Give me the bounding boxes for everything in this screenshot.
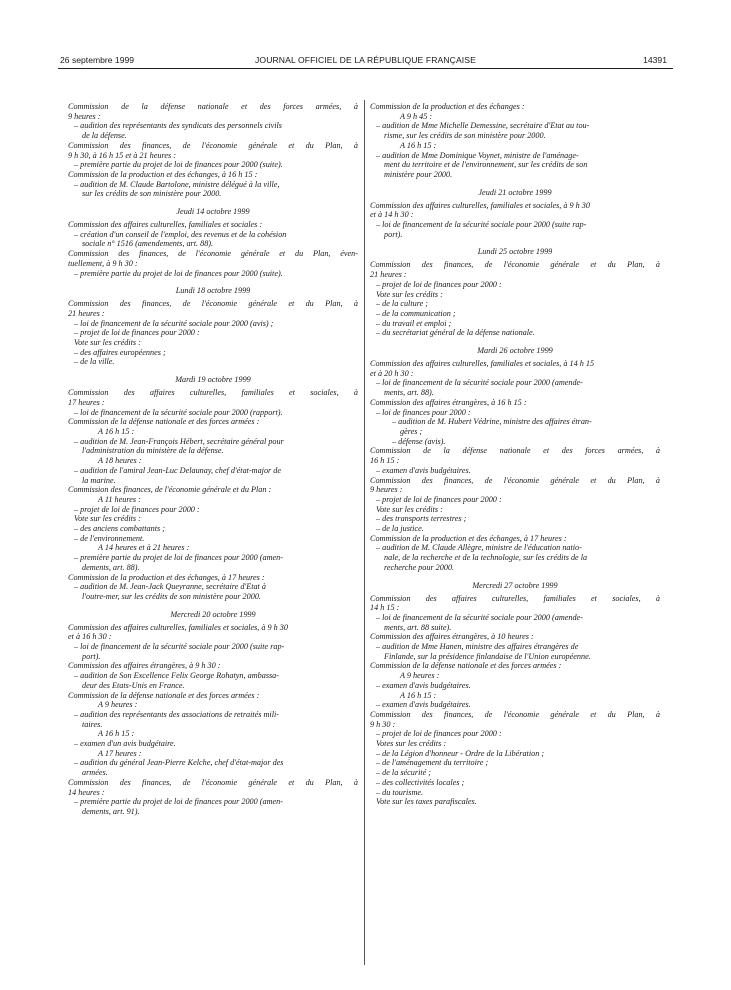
agenda-line: – du travail et emploi ;	[376, 318, 452, 328]
commission-line: 21 heures :	[370, 270, 407, 280]
commission-line: Commission des affaires culturelles, familiales et sociales :	[68, 220, 263, 230]
commission-line: et à 16 h 30 :	[68, 632, 112, 642]
commission-line: 9 heures :	[370, 485, 403, 495]
commission-line: Commission des affaires culturelles, familiales et sociales, à 9 h 30	[68, 622, 288, 632]
agenda-line: – loi de financement de la sécurité sociale pour 2000 (suite rap-	[376, 220, 587, 230]
agenda-line: – audition de Mme Michelle Demessine, secrétaire d'Etat au tou-	[376, 121, 590, 131]
agenda-line: – défense (avis).	[392, 436, 446, 446]
agenda-line: armées.	[82, 768, 108, 778]
agenda-line: ments, art. 88).	[384, 388, 434, 398]
time-line: A 16 h 15 :	[400, 690, 437, 700]
agenda-line: Vote sur les crédits :	[74, 338, 141, 348]
agenda-line: – de la justice.	[376, 524, 424, 534]
agenda-line: taires.	[82, 719, 103, 729]
agenda-line: – des anciens combattants ;	[74, 524, 165, 534]
date-heading: Lundi 25 octobre 1999	[477, 247, 553, 257]
agenda-line: ministère pour 2000.	[384, 169, 453, 179]
agenda-line: – audition de Mme Hanen, ministre des affaires étrangères de	[376, 642, 579, 652]
agenda-line: – première partie du projet de loi de finances pour 2000 (amen-	[74, 797, 283, 807]
commission-line: Commission des affaires culturelles, familiales et sociales, à	[68, 388, 358, 398]
agenda-line: port).	[384, 229, 403, 239]
date-heading: Jeudi 21 octobre 1999	[478, 187, 552, 197]
commission-line: Commission des finances, de l'économie générale et du Plan, éven-	[68, 249, 358, 259]
agenda-line: la marine.	[82, 475, 116, 485]
agenda-line: – audition de Son Excellence Felix George Rohatyn, ambassa-	[74, 671, 280, 681]
agenda-line: – examen d'avis budgétaires.	[376, 465, 471, 475]
commission-line: Commission des affaires culturelles, familiales et sociales, à 9 h 30	[370, 200, 590, 210]
date-heading: Jeudi 14 octobre 1999	[176, 207, 250, 217]
agenda-line: – première partie du projet de loi de finances pour 2000 (amen-	[74, 553, 283, 563]
commission-line: Commission des finances, de l'économie générale et du Plan, à	[370, 709, 660, 719]
agenda-line: dements, art. 91).	[82, 807, 140, 816]
agenda-line: ments, art. 88 suite).	[384, 622, 452, 632]
agenda-line: – audition de M. Hubert Védrine, ministre des affaires étran-	[392, 417, 592, 427]
agenda-line: – projet de loi de finances pour 2000 :	[376, 494, 502, 504]
time-line: A 9 heures :	[98, 700, 138, 710]
agenda-line: – projet de loi de finances pour 2000 :	[74, 328, 200, 338]
commission-line: Commission des affaires étrangères, à 16 h 15 :	[370, 397, 527, 407]
header-rule	[58, 68, 673, 69]
commission-line: Commission de la défense nationale et des forces armées :	[68, 690, 260, 700]
agenda-line: recherche pour 2000.	[384, 562, 455, 572]
agenda-line: – des transports terrestres ;	[376, 514, 467, 524]
commission-line: 9 h 30, à 16 h 15 et à 21 heures :	[68, 150, 176, 160]
agenda-line: – de l'aménagement du territoire ;	[376, 758, 489, 768]
agenda-line: Vote sur les crédits :	[376, 289, 443, 299]
agenda-line: – de l'environnement.	[74, 533, 145, 543]
commission-line: tuellement, à 9 h 30 :	[68, 258, 138, 268]
agenda-line: sociale n° 1516 (amendements, art. 88).	[82, 239, 214, 249]
agenda-line: – audition de M. Jean-Jack Queyranne, secrétaire d'Etat à	[74, 582, 266, 592]
agenda-line: – loi de financement de la sécurité sociale pour 2000 (amende-	[376, 612, 583, 622]
agenda-line: – première partie du projet de loi de finances pour 2000 (suite).	[74, 160, 283, 170]
commission-line: Commission des finances, de l'économie générale et du Plan, à	[68, 777, 358, 787]
commission-line: 14 heures :	[68, 787, 105, 797]
commission-line: Commission des finances, de l'économie générale et du Plan :	[68, 485, 272, 495]
commission-line: Commission de la défense nationale et des forces armées :	[68, 417, 260, 427]
commission-line: Commission de la défense nationale et des forces armées, à	[68, 102, 358, 111]
agenda-line: – de la ville.	[74, 357, 115, 367]
page-header	[0, 55, 731, 69]
agenda-line: nale, de la recherche et de la technologie, sur les crédits de la	[384, 553, 588, 563]
agenda-line: Vote sur les taxes parafiscales.	[376, 797, 477, 807]
agenda-line: – examen d'avis budgétaires.	[376, 700, 471, 710]
agenda-line: ment du territoire et de l'environnement, sur les crédits de son	[384, 160, 588, 170]
time-line: A 14 heures et à 21 heures :	[98, 543, 190, 553]
date-heading: Lundi 18 octobre 1999	[175, 286, 251, 296]
commission-line: Commission des finances, de l'économie générale et du Plan, à	[68, 140, 358, 150]
agenda-line: Vote sur les crédits :	[376, 504, 443, 514]
commission-line: et à 20 h 30 :	[370, 368, 414, 378]
commission-line: 9 h 30 :	[370, 719, 396, 729]
agenda-line: – audition de M. Claude Bartolone, ministre délégué à la ville,	[74, 179, 280, 189]
agenda-line: – loi de financement de la sécurité sociale pour 2000 (rapport).	[74, 407, 283, 417]
commission-line: Commission de la défense nationale et des forces armées :	[370, 661, 562, 671]
journal-title: JOURNAL OFFICIEL DE LA RÉPUBLIQUE FRANÇAISE	[255, 55, 476, 65]
commission-line: Commission de la production et des échanges :	[370, 102, 525, 111]
agenda-line: – de la culture ;	[376, 299, 428, 309]
agenda-line: – création d'un conseil de l'emploi, des revenus et de la cohésion	[74, 229, 287, 239]
agenda-line: – loi de finances pour 2000 :	[376, 407, 471, 417]
commission-line: Commission des affaires culturelles, familiales et sociales, à	[370, 593, 660, 603]
commission-line: Commission des affaires étrangères, à 10 heures :	[370, 632, 534, 642]
time-line: A 16 h 15 :	[400, 140, 437, 150]
agenda-line: deur des Etats-Unis en France.	[82, 680, 185, 690]
time-line: A 9 heures :	[400, 671, 440, 681]
agenda-line: – loi de financement de la sécurité sociale pour 2000 (avis) ;	[74, 318, 274, 328]
time-line: A 16 h 15 :	[98, 729, 135, 739]
time-line: A 16 h 15 :	[98, 426, 135, 436]
agenda-line: l'administration du ministère de la défense.	[82, 446, 224, 456]
commission-line: Commission des affaires étrangères, à 9 h 30 :	[68, 661, 221, 671]
time-line: A 18 heures :	[98, 456, 142, 466]
header-date: 26 septembre 1999	[60, 55, 135, 65]
agenda-line: – de la sécurité ;	[376, 768, 432, 778]
agenda-line: l'outre-mer, sur les crédits de son ministère pour 2000.	[82, 591, 261, 601]
commission-line: 17 heures :	[68, 397, 105, 407]
page-number: 14391	[643, 55, 667, 65]
time-line: A 9 h 45 :	[400, 111, 433, 121]
agenda-line: sur les crédits de son ministère pour 2000.	[82, 189, 222, 199]
agenda-line: de la défense.	[82, 131, 127, 141]
agenda-line: Votes sur les crédits :	[376, 739, 447, 749]
date-heading: Mardi 26 octobre 1999	[477, 346, 553, 356]
commission-line: Commission de la production et des échanges, à 17 heures :	[68, 572, 265, 582]
agenda-line: – examen d'avis budgétaires.	[376, 680, 471, 690]
agenda-line: – des affaires européennes ;	[74, 347, 166, 357]
agenda-line: – projet de loi de finances pour 2000 :	[376, 279, 502, 289]
agenda-line: – loi de financement de la sécurité sociale pour 2000 (amende-	[376, 378, 583, 388]
agenda-line: gères ;	[400, 426, 423, 436]
commission-line: 14 h 15 :	[370, 603, 400, 613]
agenda-line: – audition de M. Claude Allègre, ministre de l'éducation natio-	[376, 543, 582, 553]
agenda-line: – du tourisme.	[376, 787, 424, 797]
agenda-line: risme, sur les crédits de son ministère pour 2000.	[384, 131, 546, 141]
commission-line: 9 heures :	[68, 111, 101, 121]
agenda-line: – audition des représentants des syndicats des personnels civils	[74, 121, 282, 131]
agenda-line: – audition du général Jean-Pierre Kelche, chef d'état-major des	[74, 758, 284, 768]
commission-line: Commission des finances, de l'économie générale et du Plan, à	[370, 260, 660, 270]
date-heading: Mercredi 27 octobre 1999	[472, 580, 558, 590]
agenda-line: – audition de l'amiral Jean-Luc Delaunay, chef d'état-major de	[74, 465, 282, 475]
agenda-line: – projet de loi de finances pour 2000 :	[376, 729, 502, 739]
commission-line: Commission de la défense nationale et des forces armées, à	[370, 446, 660, 456]
agenda-line: – du secrétariat général de la défense nationale.	[376, 328, 535, 338]
date-heading: Mercredi 20 octobre 1999	[170, 609, 256, 619]
agenda-line: – loi de financement de la sécurité sociale pour 2000 (suite rap-	[74, 642, 285, 652]
agenda-line: Finlande, sur la présidence finlandaise de l'Union européenne.	[384, 651, 591, 661]
agenda-line: – première partie du projet de loi de finances pour 2000 (suite).	[74, 268, 283, 278]
right-column	[370, 102, 660, 807]
agenda-line: – audition de M. Jean-François Hébert, secrétaire général pour	[74, 436, 284, 446]
agenda-line: – projet de loi de finances pour 2000 :	[74, 504, 200, 514]
agenda-line: – de la Légion d'honneur - Ordre de la Libération ;	[376, 748, 545, 758]
agenda-line: Vote sur les crédits :	[74, 514, 141, 524]
commission-line: et à 14 h 30 :	[370, 210, 414, 220]
agenda-line: – des collectivités locales ;	[376, 777, 465, 787]
column-separator	[364, 100, 365, 965]
date-heading: Mardi 19 octobre 1999	[175, 375, 251, 385]
agenda-line: port).	[82, 651, 101, 661]
commission-line: Commission de la production et des échanges, à 17 heures :	[370, 533, 567, 543]
time-line: A 17 heures :	[98, 748, 142, 758]
commission-line: Commission des affaires culturelles, familiales et sociales, à 14 h 15	[370, 359, 595, 369]
commission-line: Commission des finances, de l'économie générale et du Plan, à	[370, 475, 660, 485]
commission-line: 16 h 15 :	[370, 456, 400, 466]
agenda-line: – audition des représentants des associations de retraités mili-	[74, 709, 279, 719]
left-column	[68, 102, 358, 817]
time-line: A 11 heures :	[98, 494, 141, 504]
agenda-line: – audition de Mme Dominique Voynet, ministre de l'aménage-	[376, 150, 579, 160]
agenda-line: – de la communication ;	[376, 308, 456, 318]
commission-line: 21 heures :	[68, 308, 105, 318]
agenda-line: dements, art. 88).	[82, 562, 140, 572]
agenda-line: – examen d'un avis budgétaire.	[74, 739, 176, 749]
commission-line: Commission des finances, de l'économie générale et du Plan, à	[68, 299, 358, 309]
commission-line: Commission de la production et des échanges, à 16 h 15 :	[68, 169, 258, 179]
